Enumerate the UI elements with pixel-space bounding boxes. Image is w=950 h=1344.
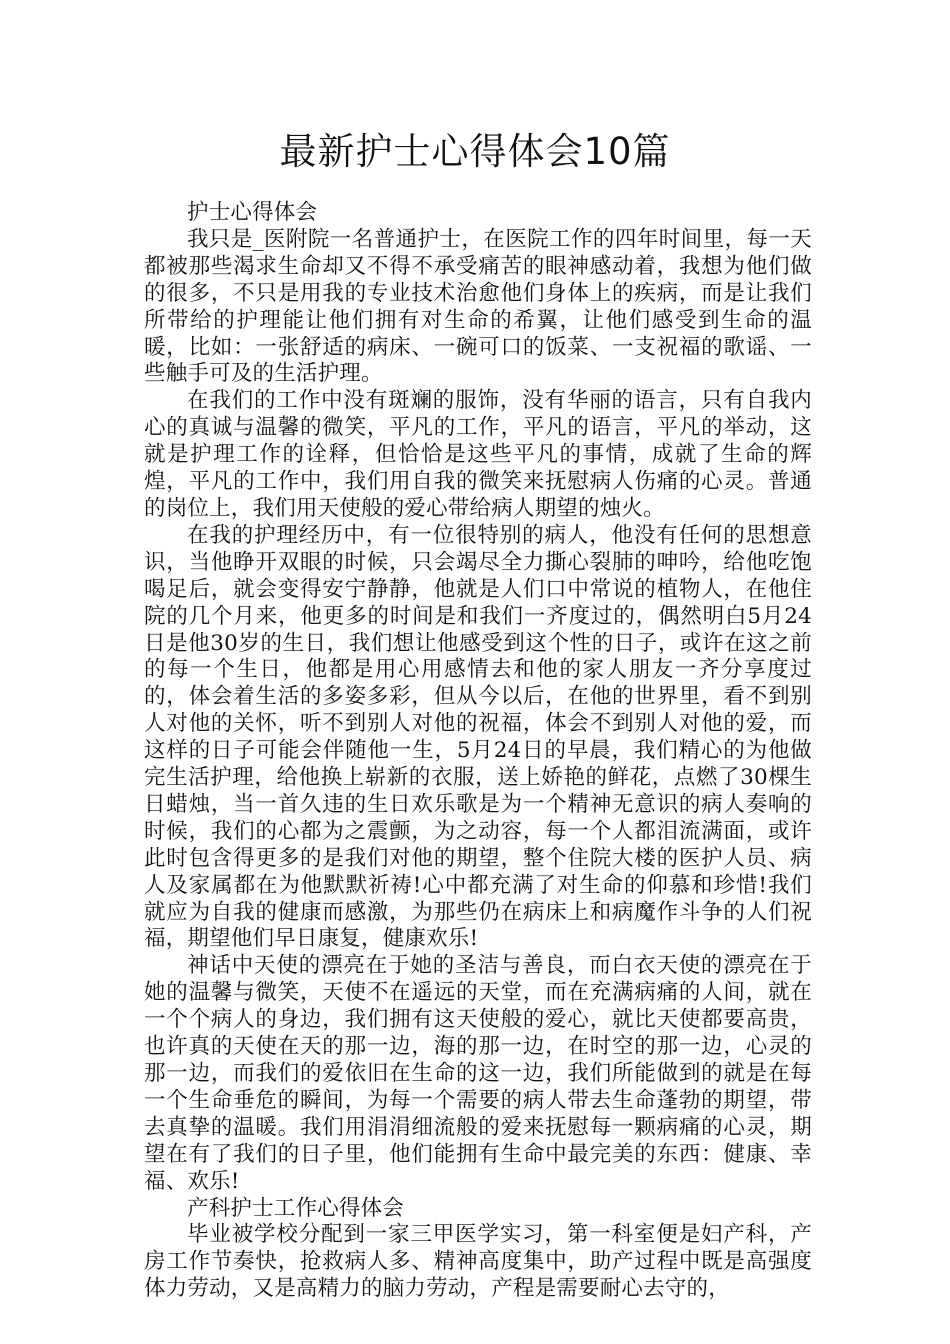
body-paragraph: 毕业被学校分配到一家三甲医学实习，第一科室便是妇产科，产房工作节奏快，抢救病人多、精神高度集中，助产过程中既是高强度体力劳动，又是高精力的脑力劳动，产程是需要耐心去守的，: [144, 1222, 812, 1302]
body-paragraph: 在我的护理经历中，有一位很特别的病人，他没有任何的思想意识，当他睁开双眼的时候，只会竭尽全力撕心裂肺的呻吟，给他吃饱喝足后，就会变得安宁静静，他就是人们口中常说的植物人，在他住院的几个月来，他更多的时间是和我们一齐度过的，偶然明白5月24日是他30岁的生日，我们想让他感受到这个性的日子，或许在这之前的每一个生日，他都是用心用感情去和他的家人朋友一齐分享度过的，体会着生活的多姿多彩，但从今以后，在他的世界里，看不到别人对他的关怀，听不到别人对他的祝福，体会不到别人对他的爱，而这样的日子可能会伴随他一生，5月24日的早晨，我们精心的为他做完生活护理，给他换上崭新的衣服，送上娇艳的鲜花，点燃了30棵生日蜡烛，当一首久违的生日欢乐歌是为一个精神无意识的病人奏响的时候，我们的心都为之震颤，为之动容，每一个人都泪流满面，或许此时包含得更多的是我们对他的期望，整个住院大楼的医护人员、病人及家属都在为他默默祈祷!心中都充满了对生命的仰慕和珍惜!我们就应为自我的健康而感激，为那些仍在病床上和病魔作斗争的人们祝福，期望他们早日康复，健康欢乐!: [144, 522, 812, 952]
section-heading: 护士心得体会: [187, 200, 318, 225]
body-paragraph: 在我们的工作中没有斑斓的服饰，没有华丽的语言，只有自我内心的真诚与温馨的微笑，平凡的工作，平凡的语言，平凡的举动，这就是护理工作的诠释，但恰恰是这些平凡的事情，成就了生命的辉煌，平凡的工作中，我们用自我的微笑来抚慰病人伤痛的心灵。普通的岗位上，我们用天使般的爱心带给病人期望的烛火。: [144, 388, 812, 521]
document-title: 最新护士心得体会10篇: [279, 130, 671, 173]
section-heading: 产科护士工作心得体会: [187, 1195, 405, 1221]
document-body: [144, 200, 812, 1303]
body-paragraph: 神话中天使的漂亮在于她的圣洁与善良，而白衣天使的漂亮在于她的温馨与微笑，天使不在遥远的天堂，而在充满病痛的人间，就在一个个病人的身边，我们拥有这天使般的爱心，就比天使都要高贵，也许真的天使在天的那一边，海的那一边，在时空的那一边，心灵的那一边，而我们的爱依旧在生命的这一边，我们所能做到的就是在每一个生命垂危的瞬间，为每一个需要的病人带去生命蓬勃的期望，带去真挚的温暖。我们用涓涓细流般的爱来抚慰每一颗病痛的心灵，期望在有了我们的日子里，他们能拥有生命中最完美的东西：健康、幸福、欢乐!: [144, 953, 812, 1194]
body-paragraph: 我只是_医附院一名普通护士，在医院工作的四年时间里，每一天都被那些渴求生命却又不得不承受痛苦的眼神感动着，我想为他们做的很多，不只是用我的专业技术治愈他们身体上的疾病，而是让我们所带给的护理能让他们拥有对生命的希翼，让他们感受到生命的温暖，比如：一张舒适的病床、一碗可口的饭菜、一支祝福的歌谣、一些触手可及的生活护理。: [144, 226, 812, 387]
